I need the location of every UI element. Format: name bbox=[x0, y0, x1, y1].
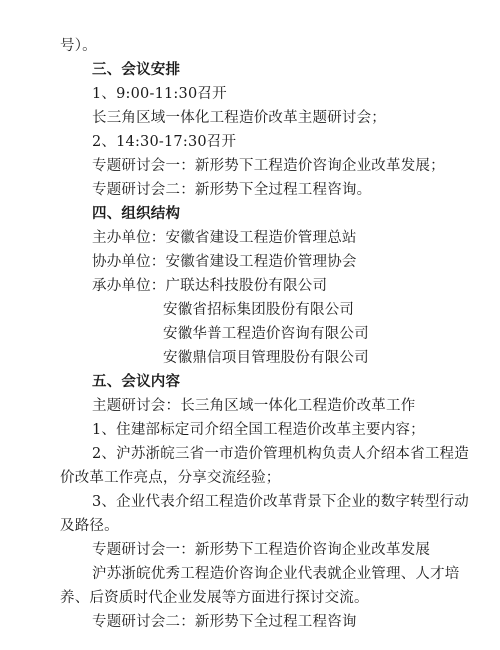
heading-meeting-arrangement: 三、会议安排 bbox=[92, 62, 181, 78]
heading-organization: 四、组织结构 bbox=[92, 206, 181, 222]
text-line-content-2: 2、沪苏浙皖三省一市造价管理机构负责人介绍本省工程造 bbox=[92, 446, 469, 462]
text-line-seminar-two-topic: 专题研讨会二：新形势下全过程工程咨询 bbox=[92, 614, 357, 630]
text-line-host: 主办单位：安徽省建设工程造价管理总站 bbox=[92, 230, 357, 246]
text-line-main-seminar: 长三角区域一体化工程造价改革主题研讨会； bbox=[92, 110, 386, 126]
text-line-content-3-cont: 及路径。 bbox=[60, 518, 119, 534]
text-line-undertaker-3: 安徽华普工程造价咨询有限公司 bbox=[163, 326, 369, 342]
text-line-seminar-one-topic: 专题研讨会一：新形势下工程造价咨询企业改革发展 bbox=[92, 542, 431, 558]
text-line-content-1: 1、住建部标定司介绍全国工程造价改革主要内容； bbox=[92, 422, 425, 438]
text-line-main-seminar-topic: 主题研讨会：长三角区域一体化工程造价改革工作 bbox=[92, 398, 416, 414]
text-line-morning-time: 1、9:00-11:30召开 bbox=[92, 86, 227, 102]
heading-meeting-content: 五、会议内容 bbox=[92, 374, 181, 390]
text-line-seminar-one-desc: 沪苏浙皖优秀工程造价咨询企业代表就企业管理、人才培 bbox=[92, 566, 460, 582]
text-line-seminar-one-desc-cont: 养、后资质时代企业发展等方面进行探讨交流。 bbox=[60, 590, 369, 606]
text-line-content-2-cont: 价改革工作亮点，分享交流经验； bbox=[60, 470, 281, 486]
text-line-co-organizer: 协办单位：安徽省建设工程造价管理协会 bbox=[92, 254, 357, 270]
text-line-undertaker: 承办单位：广联达科技股份有限公司 bbox=[92, 278, 328, 294]
text-line-content-3: 3、企业代表介绍工程造价改革背景下企业的数字转型行动 bbox=[92, 494, 469, 510]
text-line-seminar-one: 专题研讨会一：新形势下工程造价咨询企业改革发展； bbox=[92, 158, 445, 174]
text-line-afternoon-time: 2、14:30-17:30召开 bbox=[92, 134, 237, 150]
text-line-undertaker-4: 安徽鼎信项目管理股份有限公司 bbox=[163, 350, 369, 366]
text-line-seminar-two: 专题研讨会二：新形势下全过程工程咨询。 bbox=[92, 182, 372, 198]
text-line-undertaker-2: 安徽省招标集团股份有限公司 bbox=[163, 302, 355, 318]
text-line-continuation: 号）。 bbox=[60, 38, 97, 54]
